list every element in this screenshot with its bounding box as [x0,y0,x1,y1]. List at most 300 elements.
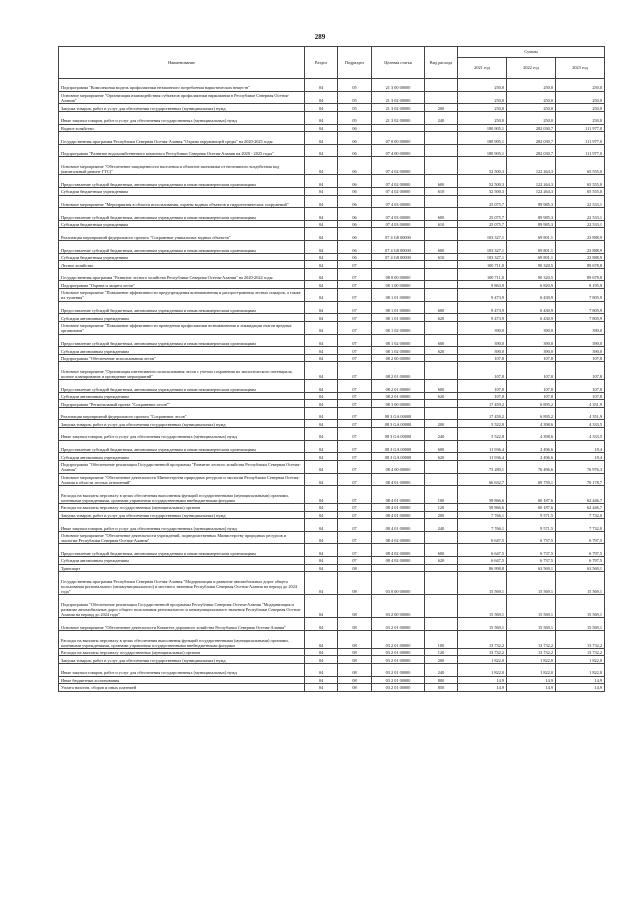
row-podrazdel: 07 [338,362,372,380]
row-expense-type [425,564,458,572]
row-name: Реализация мероприятий федерального проекта "Сохранение уникальных водных объектов" [59,228,305,241]
row-sum-2022: 9 571,5 [507,519,556,532]
table-row [59,241,605,254]
row-sum-2021: 5 522,8 [458,420,507,428]
table-row [59,188,605,196]
row-target-article: 08 3 GA 00000 [372,453,425,461]
row-sum-2023: 65 555,0 [556,188,605,196]
row-sum-2022: 4 398,6 [507,420,556,428]
row-sum-2021: 180 905,1 [458,132,507,145]
row-razdel: 04 [305,188,338,196]
row-sum-2022: 250,0 [507,91,556,104]
row-name: Основное мероприятие "Организация взаимодействия субъектов профилактики наркомании в Республике Северная Осетия-Алания" [59,91,305,104]
row-podrazdel: 07 [338,268,372,281]
row-podrazdel: 07 [338,288,372,301]
row-sum-2021: 15 569,1 [458,618,507,631]
row-target-article: 03 2 01 00000 [372,684,425,692]
row-target-article [372,564,425,572]
row-target-article: 08 1 02 00000 [372,347,425,355]
row-target-article: 08 2 01 00000 [372,392,425,400]
row-sum-2023: 13 732,2 [556,648,605,656]
row-name: Предоставление субсидий бюджетным, автономным учреждениям и иным некоммерческим организациям [59,301,305,314]
table-row [59,557,605,565]
table-row [59,208,605,221]
row-target-article: 08 4 01 00000 [372,511,425,519]
row-podrazdel: 07 [338,400,372,408]
row-razdel: 04 [305,157,338,175]
table-row [59,144,605,157]
row-name: Закупка товаров, работ и услуг для обеспечения государственных (муниципальных) нужд [59,511,305,519]
row-sum-2021: 5 522,8 [458,427,507,440]
table-row [59,111,605,124]
row-sum-2021: 66 632,7 [458,473,507,486]
row-name: Государственная программа Республики Северная Осетия-Алания "Модернизация и развитие автомобильных дорог общего пользования регионального (межмуниципального) и местного значения Республики Северная Осетия-Алания на период до 2024 года" [59,572,305,595]
row-sum-2021: 52 500,3 [458,175,507,188]
row-sum-2023: 15 569,1 [556,618,605,631]
row-expense-type: 100 [425,486,458,504]
row-sum-2022: 90 320,5 [507,268,556,281]
row-sum-2022: 390,0 [507,321,556,334]
header-expense-type: Вид расхода [425,47,458,79]
table-row [59,572,605,595]
row-name: Государственная программа Республики Северная Осетия-Алания "Охрана окружающей среды" на 2020-2025 годы [59,132,305,145]
row-name: Подпрограмма "Охрана и защита лесов" [59,281,305,289]
row-sum-2021: 103 327,1 [458,253,507,261]
row-razdel: 04 [305,460,338,473]
row-target-article: 03 2 00 00000 [372,595,425,618]
row-name: Предоставление субсидий бюджетным, автономным учреждениям и иным некоммерческим организациям [59,208,305,221]
row-sum-2021: 73 280,1 [458,460,507,473]
row-expense-type: 620 [425,453,458,461]
row-name: Расходы на выплаты персоналу государственных (муниципальных) органов [59,504,305,512]
row-sum-2023: 250,0 [556,104,605,112]
row-name: Субсидии бюджетным учреждениям [59,220,305,228]
row-expense-type: 240 [425,427,458,440]
row-target-article: 08 4 00 00000 [372,460,425,473]
row-podrazdel: 07 [338,321,372,334]
row-podrazdel: 06 [338,253,372,261]
table-row [59,157,605,175]
row-sum-2021: 14,9 [458,676,507,684]
table-row [59,519,605,532]
table-header [59,47,605,79]
row-sum-2022: 60 187,6 [507,504,556,512]
table-row [59,362,605,380]
table-row [59,79,605,92]
row-sum-2021: 13 732,2 [458,631,507,649]
row-target-article: 21 3 00 00000 [372,79,425,92]
row-expense-type: 850 [425,684,458,692]
table-row [59,104,605,112]
table-row [59,511,605,519]
row-sum-2022: 89 985,3 [507,220,556,228]
row-sum-2022: 9 571,5 [507,511,556,519]
row-razdel: 04 [305,676,338,684]
row-podrazdel: 08 [338,564,372,572]
table-row [59,440,605,453]
row-expense-type [425,268,458,281]
row-podrazdel: 07 [338,504,372,512]
row-name: Закупка товаров, работ и услуг для обеспечения государственных (муниципальных) нужд [59,420,305,428]
row-name: Иные закупки товаров, работ и услуг для обеспечения государственных (муниципальных) нужд [59,427,305,440]
row-name: Лесное хозяйство [59,261,305,269]
row-podrazdel: 07 [338,511,372,519]
row-name: Подпрограмма "Обеспечение реализации Государственной программы Республики Северная Осетия-Алания "Модернизация и развитие автомобильных дорог общего пользования регионального и межмуниципального значения Республики Северная Осетия-Алания на период до 2024 года" [59,595,305,618]
row-podrazdel: 06 [338,195,372,208]
row-name: Уплата налогов, сборов и иных платежей [59,684,305,692]
row-sum-2021: 107,8 [458,392,507,400]
row-podrazdel: 06 [338,188,372,196]
row-expense-type [425,595,458,618]
row-sum-2021: 107,8 [458,362,507,380]
row-podrazdel: 06 [338,124,372,132]
row-target-article: 03 2 01 00000 [372,648,425,656]
row-sum-2021: 250,0 [458,79,507,92]
row-target-article: 08 0 00 00000 [372,268,425,281]
row-target-article: 08 4 02 00000 [372,531,425,544]
row-sum-2021: 13 732,2 [458,648,507,656]
row-sum-2022: 69 801,1 [507,241,556,254]
row-expense-type: 100 [425,631,458,649]
row-razdel: 04 [305,208,338,221]
row-razdel: 04 [305,511,338,519]
row-target-article: 08 4 01 00000 [372,519,425,532]
row-sum-2022: 6 737,5 [507,557,556,565]
row-sum-2021: 15 569,1 [458,572,507,595]
row-razdel: 04 [305,354,338,362]
row-sum-2022: 14,9 [507,676,556,684]
row-name: Иные закупки товаров, работ и услуг для обеспечения государственных (муниципальных) нужд [59,663,305,676]
row-podrazdel: 07 [338,486,372,504]
row-name: Государственная программа "Развитие лесного хозяйства Республики Северная Осетия-Алания" на 2020-2024 годы [59,268,305,281]
header-sums: Суммы [458,47,605,58]
row-expense-type: 200 [425,511,458,519]
row-podrazdel: 08 [338,595,372,618]
row-sum-2023: 111 977,0 [556,144,605,157]
row-expense-type: 610 [425,188,458,196]
row-razdel: 04 [305,347,338,355]
row-expense-type: 600 [425,208,458,221]
row-sum-2022: 390,0 [507,347,556,355]
row-target-article: 21 3 02 00000 [372,91,425,104]
row-sum-2023: 4 351,9 [556,407,605,420]
row-sum-2023: 4 351,9 [556,400,605,408]
row-razdel: 04 [305,111,338,124]
row-expense-type [425,228,458,241]
row-target-article: 07 4 G8 00000 [372,241,425,254]
row-expense-type [425,124,458,132]
row-podrazdel: 07 [338,453,372,461]
row-podrazdel: 06 [338,220,372,228]
row-podrazdel: 07 [338,519,372,532]
row-expense-type: 610 [425,220,458,228]
row-razdel: 04 [305,241,338,254]
row-sum-2021: 86 998,8 [458,564,507,572]
row-name: Предоставление субсидий бюджетным, автономным учреждениям и иным некоммерческим организациям [59,380,305,393]
table-body [59,79,605,692]
row-sum-2023: 18,4 [556,453,605,461]
row-sum-2021: 9 863,9 [458,281,507,289]
row-name: Подпрограмма "Развитие водохозяйственного комплекса Республики Северная Осетия-Алания на 2020 - 2025 годы" [59,144,305,157]
row-razdel: 04 [305,132,338,145]
row-sum-2021: 390,0 [458,321,507,334]
row-name: Основное мероприятие "Повышение эффективности проведения профилактики возникновения и ликвидации очагов вредных организмов" [59,321,305,334]
row-sum-2021: 390,0 [458,347,507,355]
row-podrazdel: 07 [338,531,372,544]
row-sum-2023: 1 822,0 [556,663,605,676]
row-razdel: 04 [305,228,338,241]
row-sum-2022: 6 737,5 [507,531,556,544]
row-razdel: 04 [305,453,338,461]
row-razdel: 04 [305,321,338,334]
table-row [59,132,605,145]
row-sum-2022: 60 187,6 [507,486,556,504]
table-row [59,268,605,281]
row-target-article: 07 4 02 00000 [372,175,425,188]
row-name: Подпрограмма "Комплексная модель профилактики незаконного потребления наркотических веществ" [59,79,305,92]
header-year-2023: 2023 год [556,58,605,79]
table-row [59,321,605,334]
row-name: Субсидии автономным учреждениям [59,453,305,461]
row-podrazdel: 07 [338,460,372,473]
row-expense-type: 600 [425,544,458,557]
row-expense-type: 620 [425,347,458,355]
row-name: Водное хозяйство [59,124,305,132]
row-expense-type [425,79,458,92]
row-expense-type [425,407,458,420]
row-podrazdel: 05 [338,111,372,124]
row-podrazdel: 06 [338,132,372,145]
row-sum-2022: 1 822,0 [507,656,556,664]
table-row [59,253,605,261]
row-sum-2023: 62 446,7 [556,504,605,512]
row-razdel: 04 [305,684,338,692]
row-sum-2022: 69 801,1 [507,253,556,261]
row-expense-type: 600 [425,175,458,188]
table-row [59,453,605,461]
row-target-article: 07 4 03 00000 [372,220,425,228]
header-year-2022: 2022 год [507,58,556,79]
table-row [59,314,605,322]
row-razdel: 04 [305,531,338,544]
row-sum-2021: 15 569,1 [458,595,507,618]
row-podrazdel: 06 [338,228,372,241]
row-razdel: 04 [305,564,338,572]
row-sum-2022: 2 496,6 [507,440,556,453]
table-row [59,631,605,649]
row-target-article: 08 4 01 00000 [372,473,425,486]
row-sum-2023: 7 805,9 [556,301,605,314]
row-razdel: 04 [305,268,338,281]
row-sum-2023: 6 797,5 [556,531,605,544]
row-expense-type [425,400,458,408]
row-name: Основное мероприятие "Мероприятия в области использования, охраны водных объектов и гидротехнических сооружений" [59,195,305,208]
row-podrazdel: 08 [338,663,372,676]
row-sum-2022: 250,0 [507,79,556,92]
row-name: Основное мероприятие "Обеспечение деятельности учреждений, подведомственных Министерству природных ресурсов и экологии Республики Северная Осетия-Алания" [59,531,305,544]
row-sum-2022: 107,8 [507,354,556,362]
row-target-article: 21 3 02 00000 [372,104,425,112]
row-podrazdel: 05 [338,91,372,104]
row-name: Основное мероприятие "Обеспечение защищенности населения и объектов экономики от негативного воздействия вод (капитальный ремонт ГТС)" [59,157,305,175]
row-podrazdel: 08 [338,656,372,664]
row-sum-2022: 6 895,2 [507,400,556,408]
row-razdel: 04 [305,380,338,393]
row-sum-2021: 25 075,7 [458,195,507,208]
row-expense-type: 240 [425,519,458,532]
row-sum-2022: 250,0 [507,111,556,124]
row-sum-2021: 52 500,3 [458,157,507,175]
row-target-article: 08 4 02 00000 [372,557,425,565]
row-target-article: 08 1 01 00000 [372,301,425,314]
row-sum-2023: 390,0 [556,334,605,347]
row-name: Основное мероприятие "Обеспечение деятельности Министерства природных ресурсов и экологии Республики Северная Осетия-Алания в области лесных отношений" [59,473,305,486]
row-sum-2022: 6 737,5 [507,544,556,557]
table-row [59,595,605,618]
table-row [59,334,605,347]
row-razdel: 04 [305,79,338,92]
table-row [59,460,605,473]
row-sum-2023: 7 732,0 [556,519,605,532]
row-name: Подпрограмма "Обеспечение использования лесов" [59,354,305,362]
row-target-article: 08 3 GA 00000 [372,407,425,420]
table-row [59,354,605,362]
row-sum-2022: 390,0 [507,334,556,347]
row-name: Иные закупки товаров, работ и услуг для обеспечения государственных (муниципальных) нужд [59,519,305,532]
row-sum-2022: 107,8 [507,392,556,400]
row-target-article: 03 2 01 00000 [372,663,425,676]
row-sum-2021: 1 822,0 [458,663,507,676]
row-name: Предоставление субсидий бюджетным, автономным учреждениям и иным некоммерческим организациям [59,334,305,347]
row-sum-2021: 103 327,1 [458,228,507,241]
row-sum-2021: 52 500,3 [458,188,507,196]
row-target-article: 08 1 00 00000 [372,281,425,289]
row-podrazdel: 08 [338,572,372,595]
table-row [59,175,605,188]
row-razdel: 04 [305,595,338,618]
table-row [59,684,605,692]
row-sum-2022: 13 732,2 [507,631,556,649]
row-sum-2021: 7 766,1 [458,511,507,519]
row-name: Основное мероприятие "Организация интенсивного использования лесов с учетом сохранения их экологического потенциала, полное планирование и проведение мероприятий" [59,362,305,380]
row-sum-2022: 122 264,3 [507,188,556,196]
row-sum-2022: 76 496,6 [507,460,556,473]
row-target-article: 07 4 02 00000 [372,157,425,175]
row-sum-2022: 15 569,1 [507,595,556,618]
row-sum-2021: 9 473,9 [458,288,507,301]
row-expense-type [425,281,458,289]
row-expense-type [425,460,458,473]
row-razdel: 04 [305,314,338,322]
row-target-article: 08 3 00 00000 [372,400,425,408]
row-sum-2023: 76 976,3 [556,460,605,473]
row-sum-2023: 7 732,0 [556,511,605,519]
row-sum-2022: 13 732,2 [507,648,556,656]
row-expense-type: 620 [425,314,458,322]
row-expense-type: 240 [425,111,458,124]
row-sum-2021: 6 647,5 [458,544,507,557]
row-razdel: 04 [305,281,338,289]
table-row [59,427,605,440]
row-razdel: 04 [305,544,338,557]
row-razdel: 04 [305,175,338,188]
row-target-article: 08 4 01 00000 [372,486,425,504]
row-expense-type: 120 [425,648,458,656]
row-razdel: 04 [305,618,338,631]
table-row [59,261,605,269]
row-sum-2022: 69 759,1 [507,473,556,486]
row-target-article: 08 3 GA 00000 [372,427,425,440]
row-sum-2023: 65 555,0 [556,175,605,188]
row-podrazdel: 07 [338,473,372,486]
row-sum-2022: 14,9 [507,684,556,692]
row-razdel: 04 [305,253,338,261]
row-razdel: 04 [305,301,338,314]
row-podrazdel: 06 [338,144,372,157]
row-sum-2023: 14,9 [556,684,605,692]
row-expense-type [425,362,458,380]
row-name: Предоставление субсидий бюджетным, автономным учреждениям и иным некоммерческим организациям [59,241,305,254]
row-sum-2023: 107,8 [556,354,605,362]
row-name: Иные закупки товаров, работ и услуг для обеспечения государственных (муниципальных) нужд [59,111,305,124]
row-sum-2021: 100 711,0 [458,261,507,269]
row-sum-2023: 250,0 [556,79,605,92]
row-sum-2022: 4 398,6 [507,427,556,440]
row-sum-2022: 6 430,9 [507,301,556,314]
row-sum-2022: 6 430,9 [507,288,556,301]
row-sum-2023: 70 178,7 [556,473,605,486]
row-target-article: 08 3 GA 00000 [372,420,425,428]
row-name: Субсидии автономным учреждениям [59,557,305,565]
row-sum-2022: 15 569,1 [507,618,556,631]
table-row [59,564,605,572]
row-sum-2023: 22 533,1 [556,208,605,221]
row-target-article: 03 2 01 00000 [372,618,425,631]
row-name: Субсидии бюджетным учреждениям [59,253,305,261]
row-expense-type: 600 [425,440,458,453]
row-sum-2021: 14,9 [458,684,507,692]
table-row [59,281,605,289]
row-sum-2023: 111 977,0 [556,132,605,145]
row-target-article: 07 4 02 00000 [372,188,425,196]
row-name: Иные бюджетные ассигнования [59,676,305,684]
row-sum-2021: 103 327,1 [458,241,507,254]
row-name: Предоставление субсидий бюджетным, автономным учреждениям и иным некоммерческим организациям [59,544,305,557]
row-sum-2021: 180 905,1 [458,124,507,132]
row-podrazdel: 07 [338,420,372,428]
row-sum-2021: 250,0 [458,111,507,124]
row-expense-type: 610 [425,253,458,261]
row-expense-type: 600 [425,241,458,254]
row-sum-2023: 390,0 [556,347,605,355]
table-row [59,618,605,631]
table-row [59,420,605,428]
row-sum-2023: 13 732,2 [556,631,605,649]
row-podrazdel: 05 [338,79,372,92]
row-sum-2023: 107,8 [556,362,605,380]
row-target-article: 08 4 02 00000 [372,544,425,557]
row-name: Реализация мероприятий федерального проекта "Сохранение лесов" [59,407,305,420]
row-razdel: 04 [305,572,338,595]
row-sum-2023: 4 333,5 [556,420,605,428]
row-sum-2023: 250,0 [556,91,605,104]
row-expense-type: 600 [425,380,458,393]
row-expense-type [425,572,458,595]
row-name: Предоставление субсидий бюджетным, автономным учреждениям и иным некоммерческим организациям [59,175,305,188]
row-sum-2022: 15 569,1 [507,572,556,595]
row-target-article: 07 0 00 00000 [372,132,425,145]
row-sum-2021: 25 075,7 [458,220,507,228]
